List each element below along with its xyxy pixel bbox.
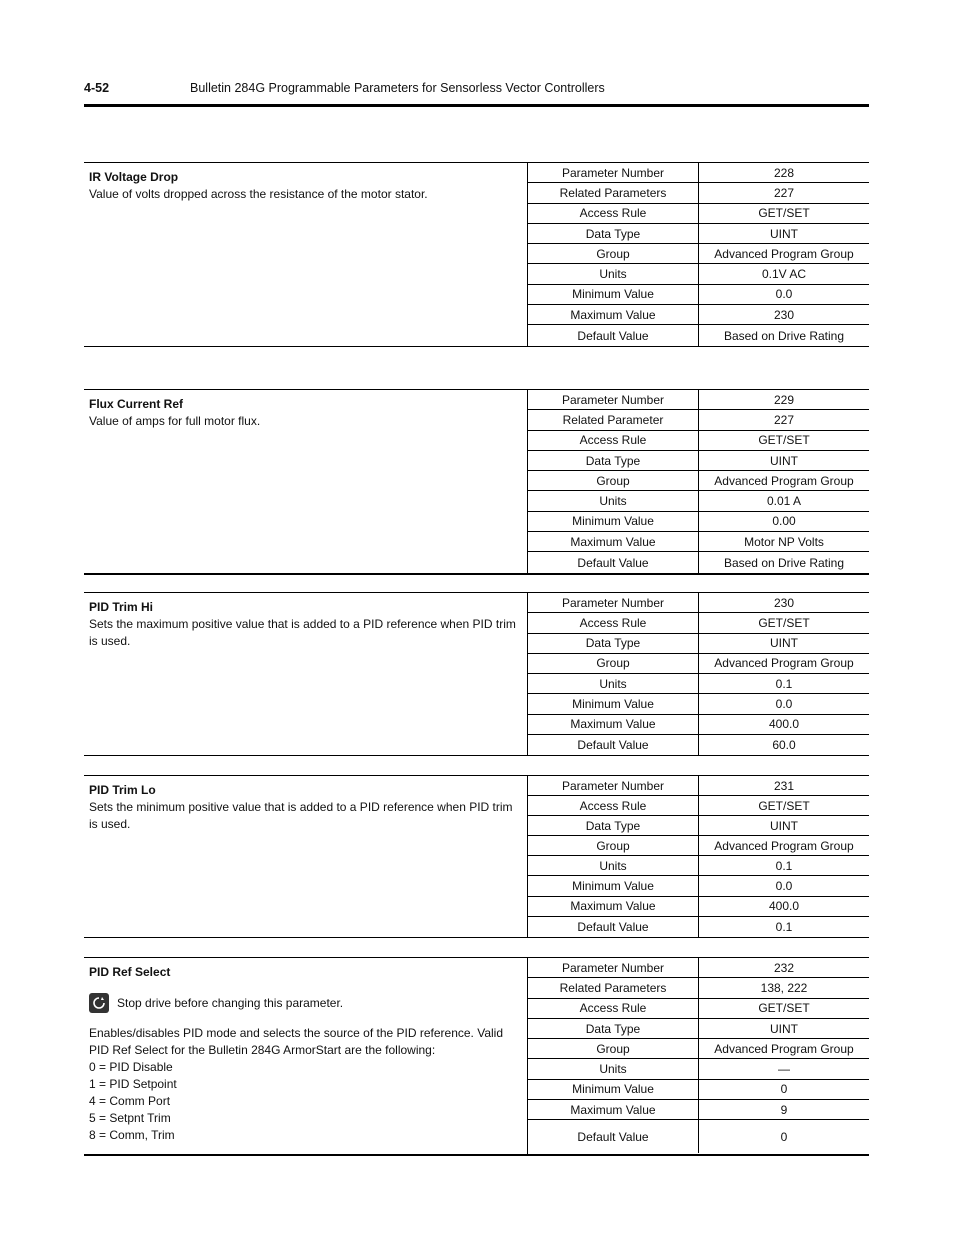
parameter-description: Enables/disables PID mode and selects the source of the PID reference. Valid PID Ref Select for the Bulletin 284G ArmorStart are the following: [89,1026,504,1057]
attribute-label: Maximum Value [528,305,699,324]
attribute-label: Units [528,491,699,510]
table-row [528,183,869,203]
parameter-attributes-table [528,593,869,755]
attribute-label: Data Type [528,816,699,835]
attribute-label: Units [528,1059,699,1078]
attribute-value: 0 [780,1129,788,1144]
table-row [528,491,869,511]
table-row [528,958,869,978]
attribute-label: Parameter Number [528,593,699,612]
table-row [528,674,869,694]
attribute-label: Access Rule [528,204,699,223]
parameter-description: Sets the maximum positive value that is added to a PID reference when PID trim is used. [89,617,516,648]
attribute-value: 138, 222 [760,980,808,995]
attribute-value: UINT [770,453,798,468]
attribute-label: Minimum Value [528,876,699,895]
table-row [528,1039,869,1059]
table-row [528,1120,869,1153]
table-row [528,694,869,714]
attribute-value: GET/SET [758,433,810,448]
attribute-value: GET/SET [758,798,810,813]
attribute-value: Advanced Program Group [714,1041,854,1056]
table-row [528,1059,869,1079]
caution-note [89,993,521,1013]
parameter-description: Sets the minimum positive value that is added to a PID reference when PID trim is used. [89,800,513,831]
table-row [528,593,869,613]
table-row [528,552,869,572]
attribute-label: Default Value [528,917,699,937]
attribute-label: Access Rule [528,613,699,632]
attribute-value: 400.0 [768,717,800,732]
attribute-value: 0.1 [775,676,793,691]
attribute-value: 60.0 [772,737,796,752]
attribute-value: 228 [773,165,795,180]
page-number: 4-52 [84,81,110,95]
table-row [528,776,869,796]
list-item: 8 = Comm, Trim [89,1128,175,1142]
attribute-value: GET/SET [758,206,810,221]
table-row [528,1080,869,1100]
table-row [528,715,869,735]
table-row [528,285,869,305]
page-header [84,80,869,107]
parameter-name: PID Trim Lo [89,783,156,797]
attribute-label: Group [528,471,699,490]
table-row [528,634,869,654]
attribute-label: Units [528,856,699,875]
attribute-label: Data Type [528,224,699,243]
table-row [528,451,869,471]
parameter-name: IR Voltage Drop [89,170,179,184]
attribute-label: Maximum Value [528,897,699,916]
caution-note-text: Stop drive before changing this parameter. [117,995,344,1010]
attribute-label: Default Value [528,325,699,345]
attribute-value: 230 [773,595,795,610]
parameter-attributes-table [528,776,869,937]
parameter-description-cell [84,776,528,937]
parameter-name: Flux Current Ref [89,397,184,411]
attribute-label: Maximum Value [528,532,699,551]
table-row [528,325,869,345]
attribute-label: Parameter Number [528,958,699,977]
attribute-value: Based on Drive Rating [723,555,845,570]
attribute-value: 0.1V AC [761,267,807,282]
attribute-value: 232 [773,960,795,975]
list-item: 5 = Setpnt Trim [89,1111,171,1125]
parameter-pid-trim-hi [84,592,869,756]
table-row [528,735,869,755]
attribute-value: Advanced Program Group [714,246,854,261]
list-item: 1 = PID Setpoint [89,1077,177,1091]
parameter-description-cell [84,390,528,573]
parameter-attributes-table [528,958,869,1153]
attribute-value: 400.0 [768,899,800,914]
parameter-name: PID Ref Select [89,965,171,979]
table-row [528,917,869,937]
table-row [528,876,869,896]
attribute-value: 0.00 [772,514,796,529]
attribute-label: Default Value [528,552,699,572]
attribute-value: — [778,1062,790,1077]
stop-drive-icon [89,993,109,1013]
table-row [528,410,869,430]
page-title: Bulletin 284G Programmable Parameters for Sensorless Vector Controllers [190,81,605,95]
table-row [528,471,869,491]
table-row [528,224,869,244]
attribute-label: Group [528,244,699,263]
attribute-label: Parameter Number [528,390,699,409]
attribute-label: Data Type [528,634,699,653]
table-row [528,532,869,552]
table-row [528,390,869,410]
attribute-label: Group [528,654,699,673]
table-row [528,264,869,284]
attribute-value: Advanced Program Group [714,656,854,671]
attribute-label: Group [528,1039,699,1058]
attribute-value: 231 [773,778,795,793]
attribute-value: 0.01 A [766,494,802,509]
table-row [528,1019,869,1039]
attribute-label: Units [528,264,699,283]
list-item: 4 = Comm Port [89,1094,171,1108]
table-row [528,796,869,816]
attribute-value: 229 [773,392,795,407]
attribute-label: Minimum Value [528,694,699,713]
attribute-label: Data Type [528,1019,699,1038]
table-row [528,978,869,998]
attribute-value: 0 [780,1082,788,1097]
table-row [528,1100,869,1120]
attribute-label: Access Rule [528,999,699,1018]
attribute-label: Maximum Value [528,1100,699,1119]
attribute-label: Access Rule [528,431,699,450]
parameter-description: Value of amps for full motor flux. [89,414,261,428]
table-row [528,163,869,183]
attribute-value: 227 [773,185,795,200]
option-list [89,1059,521,1144]
table-row [528,897,869,917]
attribute-value: Advanced Program Group [714,838,854,853]
parameter-attributes-table [528,163,869,346]
parameter-name: PID Trim Hi [89,600,154,614]
parameter-pid-ref-select [84,957,869,1156]
attribute-label: Related Parameters [528,183,699,202]
attribute-label: Minimum Value [528,285,699,304]
attribute-value: GET/SET [758,1001,810,1016]
attribute-value: UINT [770,818,798,833]
table-row [528,305,869,325]
attribute-value: UINT [770,226,798,241]
attribute-label: Parameter Number [528,163,699,182]
parameter-description: Value of volts dropped across the resistance of the motor stator. [89,187,428,201]
table-row [528,836,869,856]
attribute-value: UINT [770,636,798,651]
attribute-value: Motor NP Volts [744,534,824,549]
attribute-label: Minimum Value [528,1080,699,1099]
parameter-attributes-table [528,390,869,573]
parameter-description-cell [84,958,528,1154]
attribute-value: 0.0 [775,287,793,302]
attribute-label: Related Parameters [528,978,699,997]
attribute-label: Maximum Value [528,715,699,734]
attribute-label: Units [528,674,699,693]
parameter-flux-current-ref [84,389,869,575]
list-item: 0 = PID Disable [89,1060,173,1074]
attribute-label: Default Value [528,1120,699,1153]
attribute-value: Advanced Program Group [714,473,854,488]
table-row [528,512,869,532]
attribute-value: 0.1 [775,858,793,873]
attribute-label: Minimum Value [528,512,699,531]
attribute-value: Based on Drive Rating [723,328,845,343]
table-row [528,856,869,876]
table-row [528,816,869,836]
table-row [528,654,869,674]
attribute-value: GET/SET [758,615,810,630]
parameter-description-cell [84,163,528,346]
attribute-label: Data Type [528,451,699,470]
attribute-value: 0.0 [775,696,793,711]
attribute-value: 230 [773,307,795,322]
table-row [528,244,869,264]
attribute-label: Access Rule [528,796,699,815]
attribute-value: 227 [773,412,795,427]
parameter-pid-trim-lo [84,775,869,938]
attribute-value: 9 [780,1102,788,1117]
parameter-ir-voltage-drop [84,162,869,347]
attribute-label: Parameter Number [528,776,699,795]
attribute-value: 0.0 [775,879,793,894]
attribute-value: UINT [770,1021,798,1036]
table-row [528,613,869,633]
attribute-label: Related Parameter [528,410,699,429]
attribute-value: 0.1 [775,919,793,934]
parameter-description-cell [84,593,528,755]
attribute-label: Default Value [528,735,699,755]
attribute-label: Group [528,836,699,855]
table-row [528,431,869,451]
table-row [528,204,869,224]
table-row [528,999,869,1019]
